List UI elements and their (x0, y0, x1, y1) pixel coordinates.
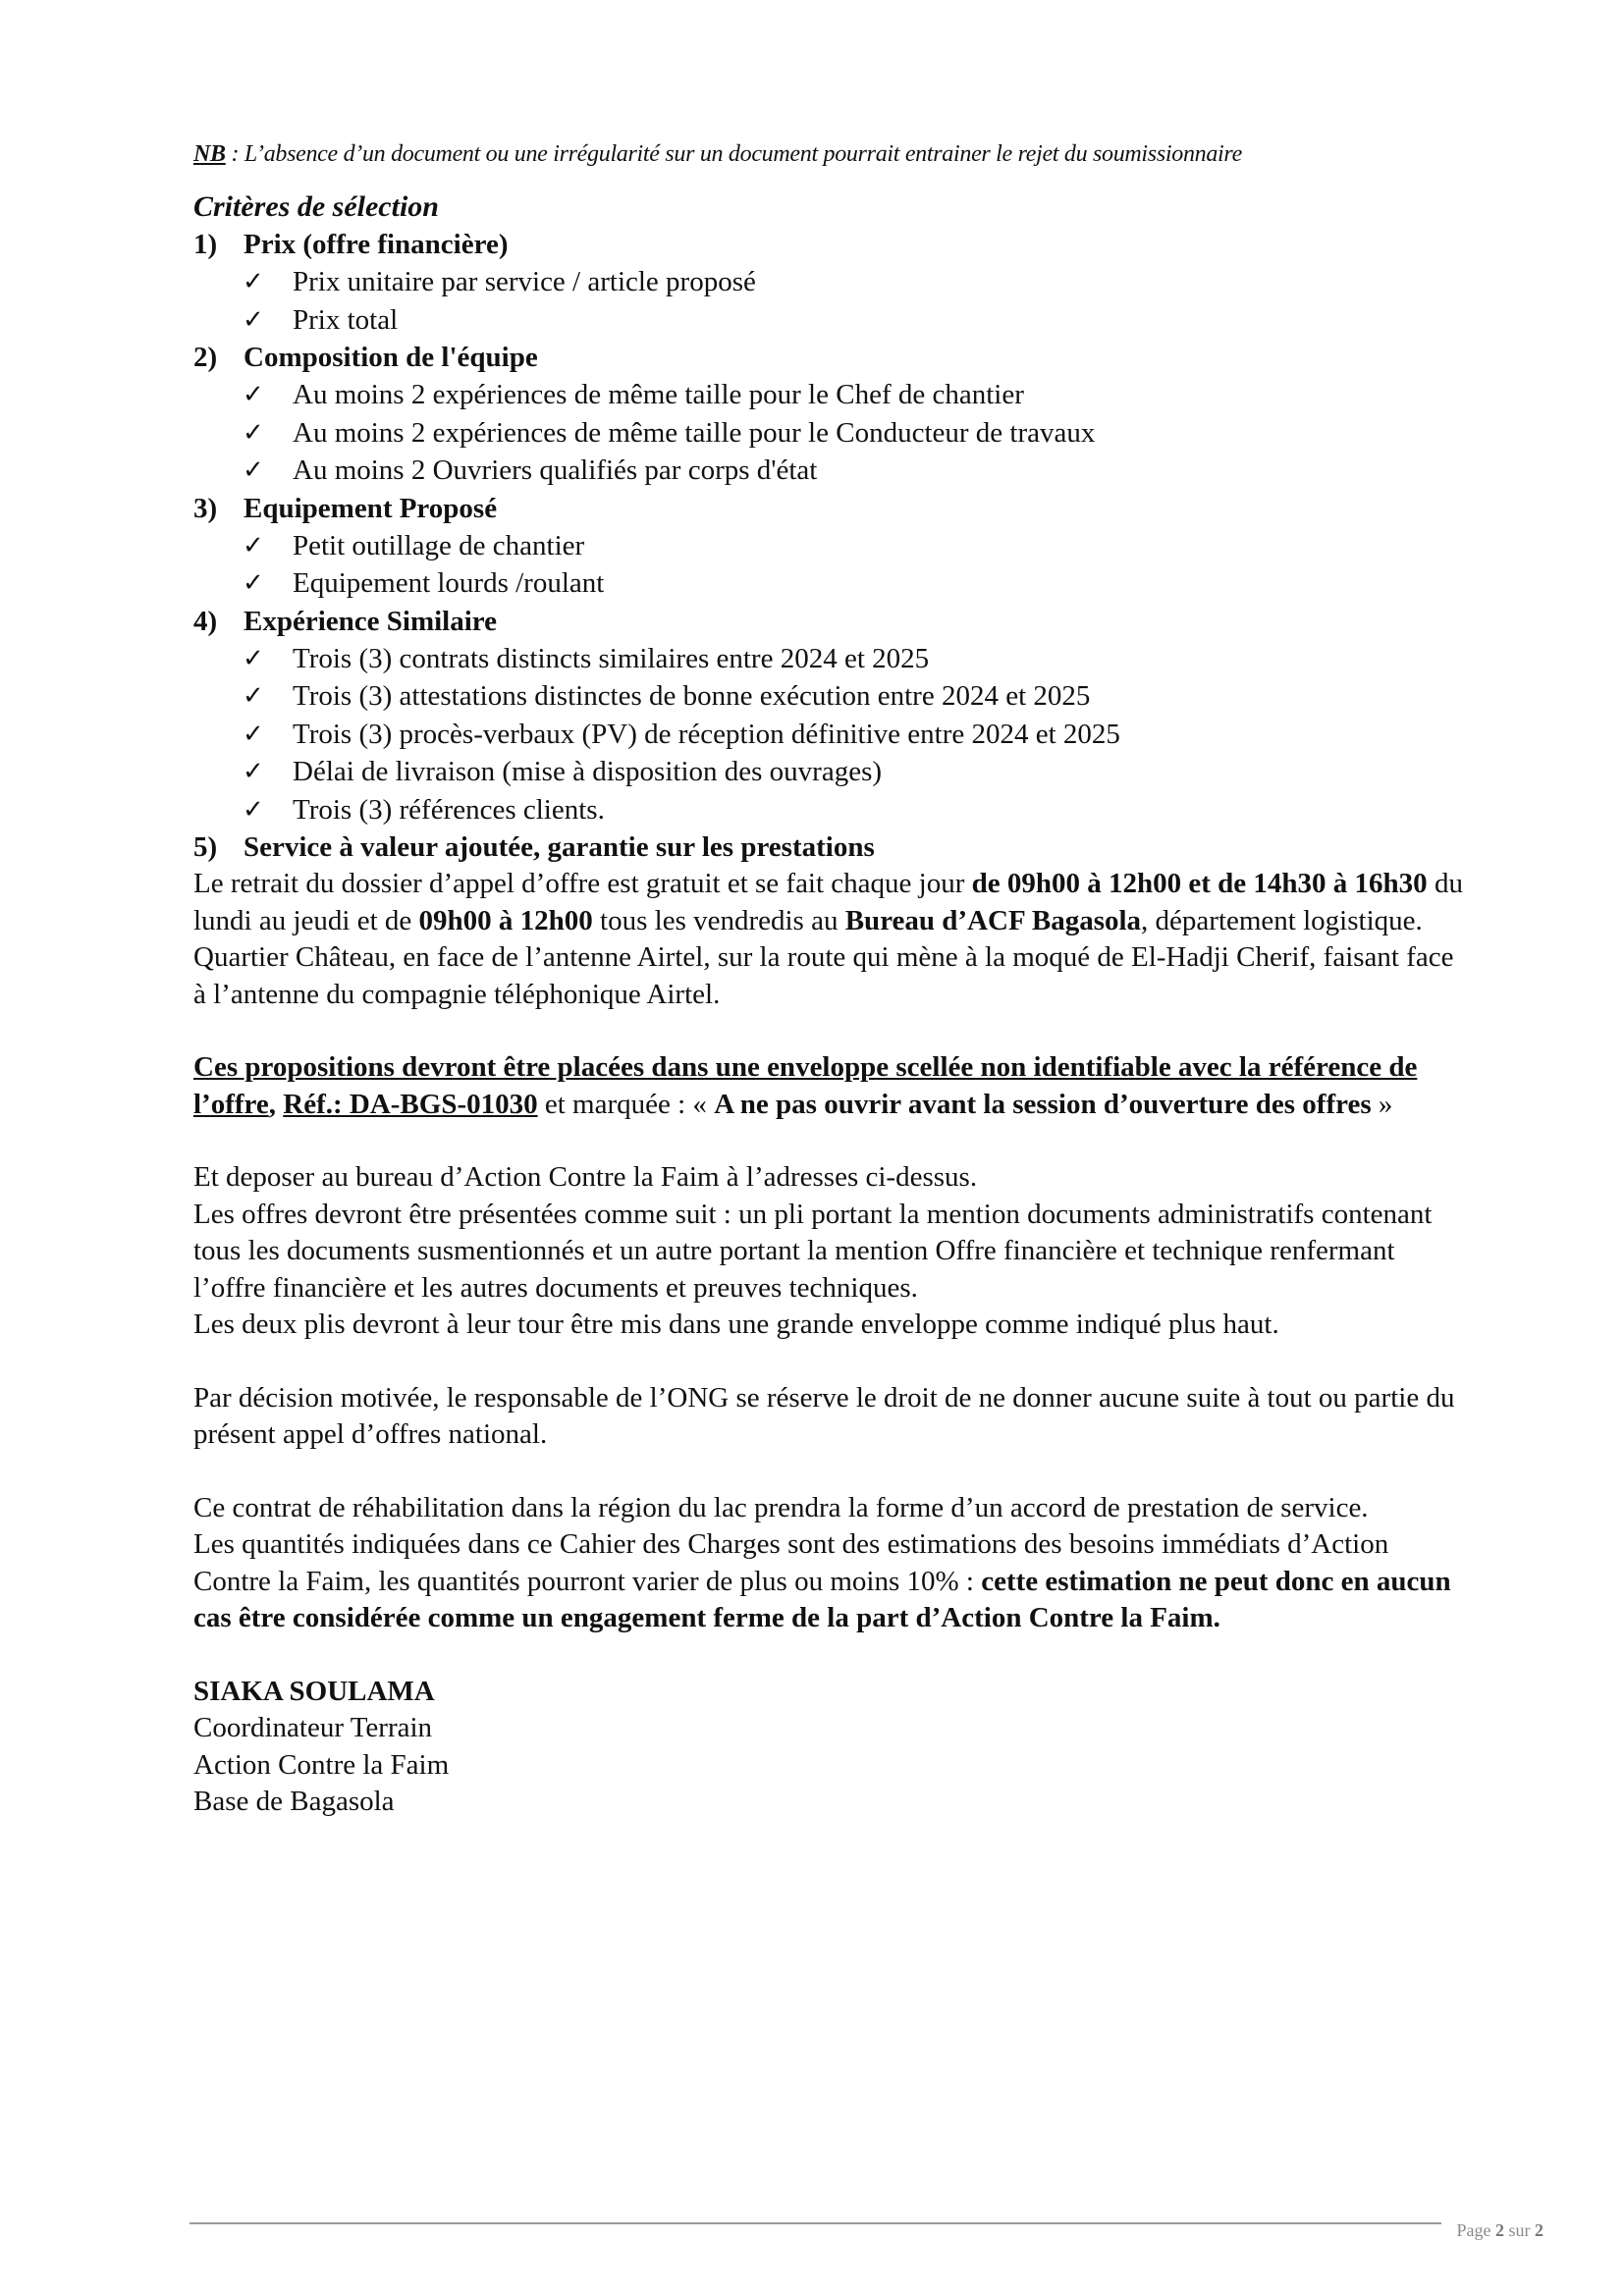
quantities-text: Les quantités indiquées dans ce Cahier des Charges sont des estimations des besoins immédiats d’Action Contre la Faim, les quantités pourront varier de plus ou moins 10% : (193, 1528, 1389, 1597)
criteria-item-text: Trois (3) références clients. (293, 793, 605, 826)
checkmark-icon: ✓ (243, 417, 264, 447)
criteria-item (193, 753, 1470, 791)
retrait-text-2: du lundi au jeudi et de (193, 868, 1463, 936)
retrait-friday-hours: 09h00 à 12h00 (418, 904, 593, 936)
retrait-text-1: Le retrait du dossier d’appel d’offre est gratuit et se fait chaque jour (193, 868, 972, 899)
section-label: Service à valeur ajoutée, garantie sur les prestations (244, 831, 875, 863)
section-number: 2) (193, 342, 218, 373)
criteria-item-text: Trois (3) contrats distincts similaires entre 2024 et 2025 (293, 642, 930, 674)
envelope-text-1: et marquée : « (537, 1088, 715, 1120)
criteria-item-text: Petit outillage de chantier (293, 529, 585, 561)
section-number: 1) (193, 229, 218, 260)
checkmark-icon: ✓ (243, 304, 264, 334)
deposit-paragraph-1: Et deposer au bureau d’Action Contre la Faim à l’adresses ci-dessus. (193, 1161, 978, 1193)
retrait-text-3: tous les vendredis au (592, 904, 845, 936)
retrait-office: Bureau d’ACF Bagasola (844, 904, 1142, 936)
criteria-item-text: Prix unitaire par service / article proposé (293, 266, 756, 297)
contract-paragraph: Ce contrat de réhabilitation dans la région du lac prendra la forme d’un accord de prestation de service. (193, 1491, 1369, 1523)
criteria-item (193, 564, 1470, 603)
criteria-item (193, 263, 1470, 301)
checkmark-icon: ✓ (243, 380, 264, 408)
quantities-disclaimer: cette estimation ne peut donc en aucun cas être considérée comme un engagement ferme de la part d’Action Contre la Faim. (193, 1565, 1451, 1633)
quantities-paragraph (193, 1526, 1470, 1637)
document-page (193, 137, 1470, 1821)
criteria-item (193, 376, 1470, 414)
deposit-paragraph-3: Les deux plis devront à leur tour être mis dans une grande enveloppe comme indiqué plus haut. (193, 1308, 1279, 1340)
signatory-name: SIAKA SOULAMA (193, 1675, 435, 1707)
criteria-item-text: Prix total (293, 303, 399, 336)
criteria-item-text: Trois (3) attestations distinctes de bonne exécution entre 2024 et 2025 (293, 680, 1091, 712)
section-number: 4) (193, 605, 218, 637)
page-word: Page (1456, 2220, 1495, 2240)
criteria-item (193, 716, 1470, 754)
page-number (1457, 2220, 1544, 2241)
checkmark-icon: ✓ (243, 530, 264, 560)
deposit-paragraph-2: Les offres devront être présentées comme suit : un pli portant la mention documents administratifs contenant tous les documents susmentionnés et un autre portant la mention Offre financière et technique renfermant l’offre financière et les autres documents et preuves techniques. (193, 1198, 1433, 1304)
signature-block (193, 1674, 1470, 1821)
envelope-instruction: Ces propositions devront être placées dans une enveloppe scellée non identifiable avec la référence de l’offre (193, 1051, 1418, 1120)
page-of-word: sur (1504, 2220, 1535, 2240)
signatory-org: Action Contre la Faim (193, 1748, 450, 1781)
criteria-item (193, 677, 1470, 716)
checkmark-icon: ✓ (243, 681, 264, 710)
criteria-section-heading (193, 490, 1470, 527)
checkmark-icon: ✓ (243, 568, 264, 597)
signatory-title: Coordinateur Terrain (193, 1712, 433, 1743)
criteria-section-heading (193, 603, 1470, 640)
section-number: 3) (193, 492, 218, 524)
criteria-section-heading (193, 339, 1470, 376)
section-label: Equipement Proposé (244, 492, 498, 524)
checkmark-icon: ✓ (243, 267, 264, 295)
envelope-separator: , (268, 1088, 284, 1120)
nb-note (193, 137, 1470, 171)
criteria-item-text: Délai de livraison (mise à disposition des ouvrages) (293, 756, 883, 787)
criteria-item (193, 527, 1470, 565)
criteria-section-heading (193, 226, 1470, 263)
criteria-item-text: Au moins 2 expériences de même taille pour le Chef de chantier (293, 379, 1024, 410)
nb-label: NB (193, 141, 226, 167)
criteria-item (193, 791, 1470, 829)
address-paragraph: Quartier Château, en face de l’antenne Airtel, sur la route qui mène à la moqué de El-Hadji Cherif, faisant face à l’antenne du compagnie téléphonique Airtel. (193, 941, 1454, 1010)
nb-text: : L’absence d’un document ou une irrégularité sur un document pourrait entrainer le rejet du soumissionnaire (225, 141, 1242, 167)
criteria-item-text: Trois (3) procès-verbaux (PV) de réception définitive entre 2024 et 2025 (293, 718, 1120, 750)
criteria-item (193, 301, 1470, 340)
section-label: Prix (offre financière) (244, 229, 509, 260)
criteria-item (193, 414, 1470, 453)
criteria-item (193, 452, 1470, 490)
criteria-title: Critères de sélection (193, 190, 439, 223)
page-total: 2 (1535, 2220, 1543, 2240)
section-number: 5) (193, 831, 218, 863)
envelope-text-2: » (1371, 1088, 1393, 1120)
section-label: Composition de l'équipe (244, 342, 538, 373)
checkmark-icon: ✓ (243, 455, 264, 484)
checkmark-icon: ✓ (243, 643, 264, 672)
criteria-item-text: Au moins 2 Ouvriers qualifiés par corps d'état (293, 454, 818, 486)
decision-paragraph: Par décision motivée, le responsable de l’ONG se réserve le droit de ne donner aucune suite à tout ou partie du présent appel d’offres national. (193, 1381, 1455, 1450)
criteria-item-text: Equipement lourds /roulant (293, 567, 605, 599)
envelope-marking: A ne pas ouvrir avant la session d’ouverture des offres (714, 1088, 1372, 1120)
page-current: 2 (1495, 2220, 1504, 2240)
retrait-hours: de 09h00 à 12h00 et de 14h30 à 16h30 (971, 868, 1428, 899)
offer-reference: Réf.: DA-BGS-01030 (283, 1088, 538, 1120)
criteria-item-text: Au moins 2 expériences de même taille pour le Conducteur de travaux (293, 416, 1096, 449)
criteria-section-heading (193, 828, 1470, 866)
checkmark-icon: ✓ (243, 757, 264, 785)
envelope-paragraph (193, 1049, 1470, 1123)
criteria-item (193, 640, 1470, 678)
retrait-text-4: , département logistique. (1141, 904, 1423, 936)
footer-divider (189, 2222, 1441, 2224)
section-label: Expérience Similaire (244, 605, 497, 637)
criteria-list (193, 226, 1470, 866)
signatory-base: Base de Bagasola (193, 1786, 395, 1817)
checkmark-icon: ✓ (243, 719, 264, 748)
retrait-paragraph (193, 866, 1470, 939)
checkmark-icon: ✓ (243, 794, 264, 824)
